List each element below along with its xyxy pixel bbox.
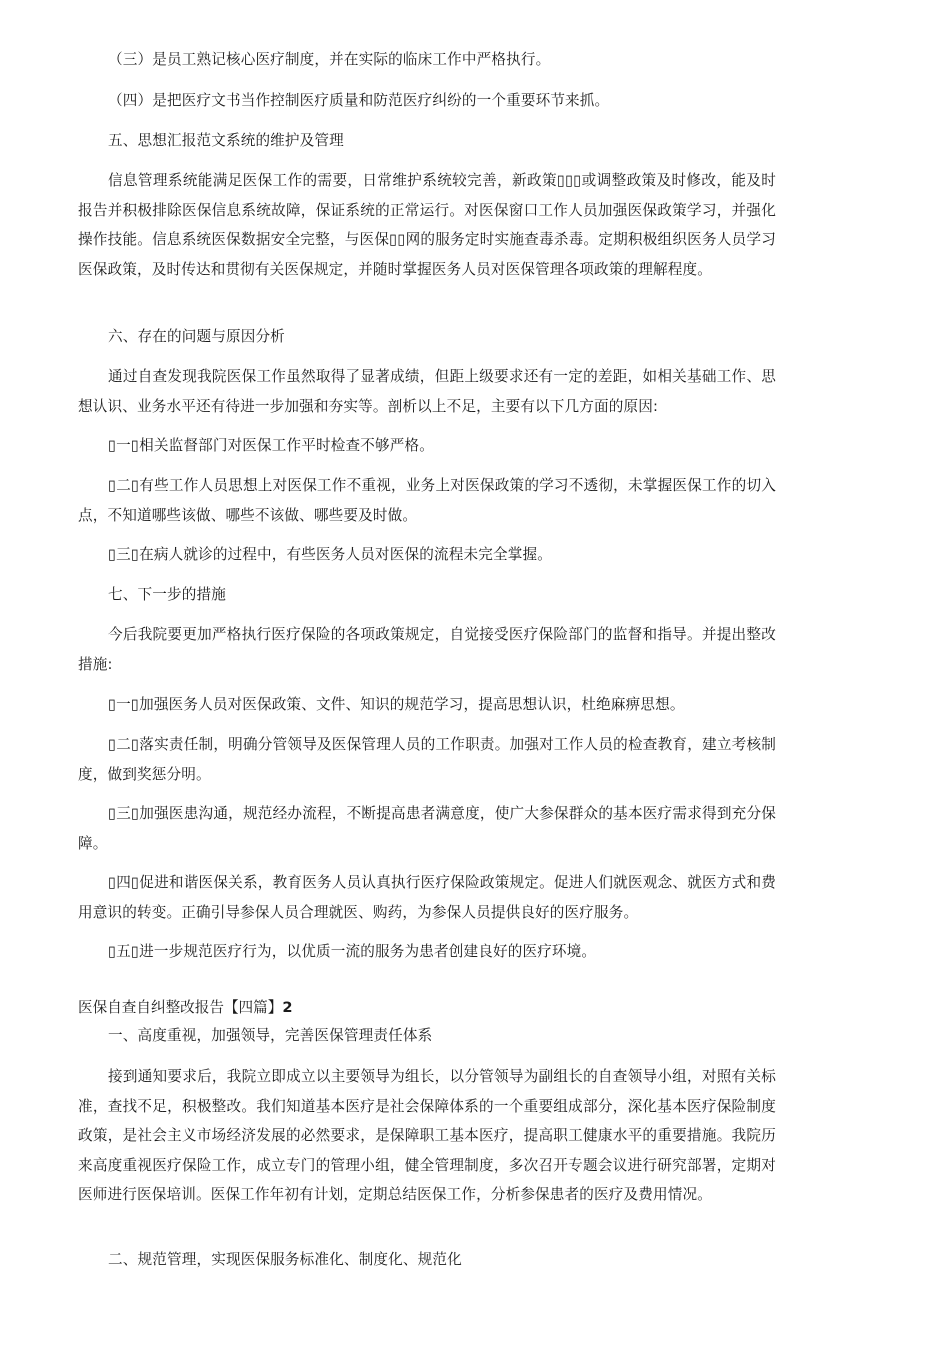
paragraph-next-steps: 今后我院要更加严格执行医疗保险的各项政策规定，自觉接受医疗保险部门的监督和指导。并提出整改措施: (78, 626, 776, 673)
measure-item-5: ▯五▯进一步规范医疗行为，以优质一流的服务为患者创建良好的医疗环境。 (108, 943, 597, 960)
paragraph-1: （三）是员工熟记核心医疗制度，并在实际的临床工作中严格执行。 (108, 51, 551, 68)
cause-item-2: ▯二▯有些工作人员思想上对医保工作不重视，业务上对医保政策的学习不透彻，未掌握医保工作的切入点，不知道哪些该做、哪些不该做、哪些要及时做。 (78, 477, 776, 524)
measure-item-4: ▯四▯促进和谐医保关系，教育医务人员认真执行医疗保险政策规定。促进人们就医观念、就医方式和费用意识的转变。正确引导参保人员合理就医、购药，为参保人员提供良好的医疗服务。 (78, 874, 776, 921)
measure-item-3: ▯三▯加强医患沟通，规范经办流程，不断提高患者满意度，使广大参保群众的基本医疗需求得到充分保障。 (78, 805, 776, 852)
section-heading-1: 一、高度重视，加强领导，完善医保管理责任体系 (108, 1027, 433, 1044)
paragraph-problem-analysis: 通过自查发现我院医保工作虽然取得了显著成绩，但距上级要求还有一定的差距，如相关基础工作、思想认识、业务水平还有待进一步加强和夯实等。剖析以上不足，主要有以下几方面的原因: (78, 368, 776, 415)
measure-item-2: ▯二▯落实责任制，明确分管领导及医保管理人员的工作职责。加强对工作人员的检查教育，建立考核制度，做到奖惩分明。 (78, 736, 776, 783)
section-heading-5: 五、思想汇报范文系统的维护及管理 (108, 132, 344, 149)
section-heading-7: 七、下一步的措施 (108, 586, 226, 603)
section-heading-2: 二、规范管理，实现医保服务标准化、制度化、规范化 (108, 1251, 462, 1268)
paragraph-2: （四）是把医疗文书当作控制医疗质量和防范医疗纠纷的一个重要环节来抓。 (108, 92, 610, 109)
measure-item-1: ▯一▯加强医务人员对医保政策、文件、知识的规范学习，提高思想认识，杜绝麻痹思想。 (108, 696, 685, 713)
section-heading-6: 六、存在的问题与原因分析 (108, 328, 285, 345)
cause-item-3: ▯三▯在病人就诊的过程中，有些医务人员对医保的流程未完全掌握。 (108, 546, 552, 563)
paragraph-leadership: 接到通知要求后，我院立即成立以主要领导为组长，以分管领导为副组长的自查领导小组，对照有关标准，查找不足，积极整改。我们知道基本医疗是社会保障体系的一个重要组成部分，深化基本医疗保险制度政策，是社会主义市场经济发展的必然要求，是保障职工基本医疗，提高职工健康水平的重要措施。我院历来高度重视医疗保险工作，成立专门的管理小组，健全管理制度，多次召开专题会议进行研究部署，定期对医师进行医保培训。医保工作年初有计划，定期总结医保工作，分析参保患者的医疗及费用情况。 (78, 1068, 776, 1203)
paragraph-system-maintenance: 信息管理系统能满足医保工作的需要，日常维护系统较完善，新政策▯▯▯或调整政策及时修改，能及时报告并积极排除医保信息系统故障，保证系统的正常运行。对医保窗口工作人员加强医保政策学习，并强化操作技能。信息系统医保数据安全完整，与医保▯▯网的服务定时实施查毒杀毒。定期积极组织医务人员学习医保政策，及时传达和贯彻有关医保规定，并随时掌握医务人员对医保管理各项政策的理解程度。 (78, 172, 776, 278)
report-title-text: 医保自查自纠整改报告【四篇】 (78, 999, 283, 1016)
report-title (78, 993, 292, 1023)
cause-item-1: ▯一▯相关监督部门对医保工作平时检查不够严格。 (108, 437, 434, 454)
report-title-number: 2 (282, 999, 293, 1016)
